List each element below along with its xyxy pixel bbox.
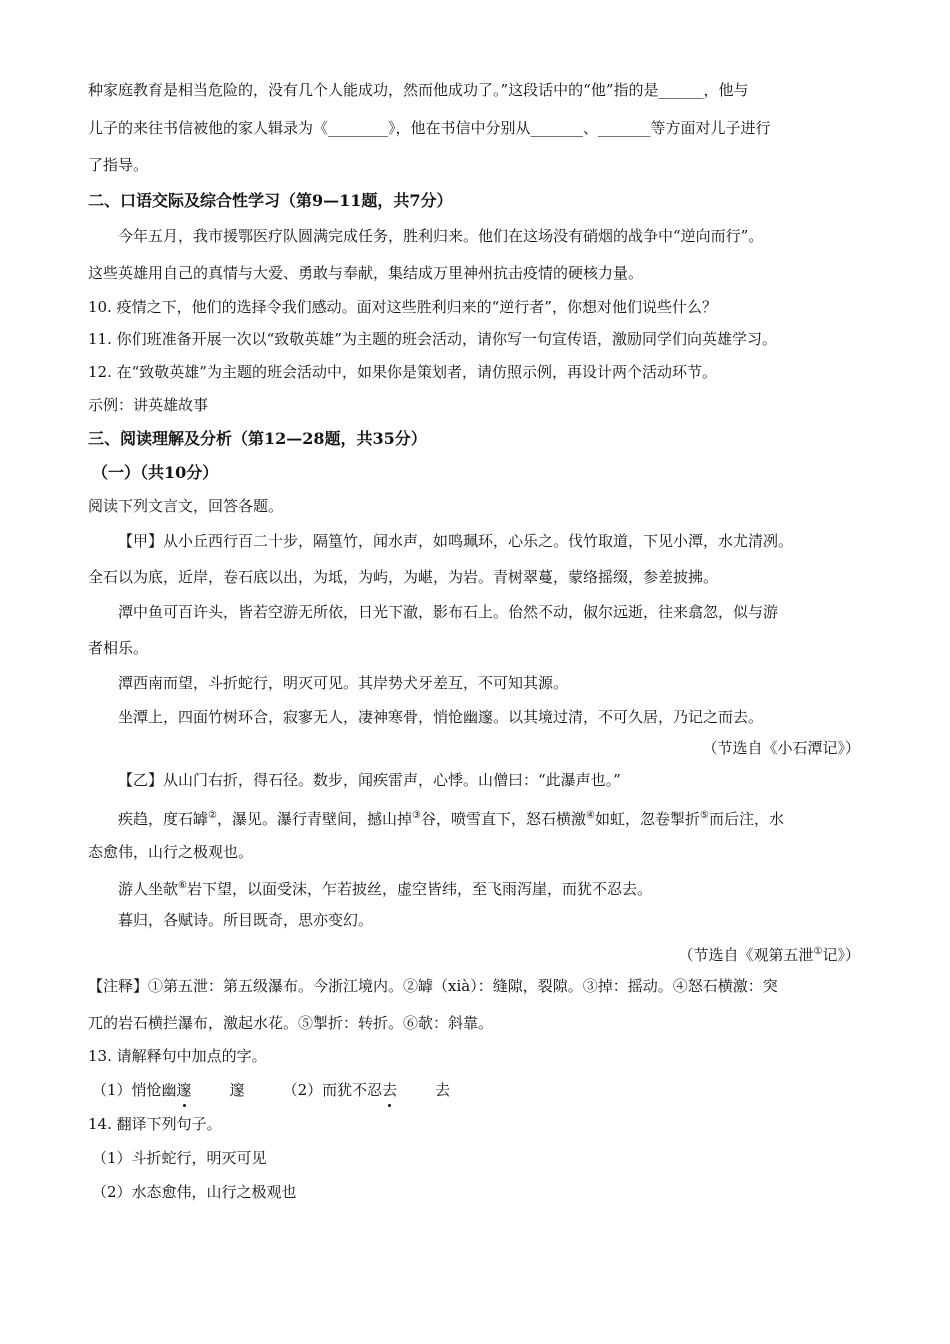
- passage-b-line-4: 游人坐欹⑥岩下望，以面受沫，乍若披丝，虚空皆纬，至飞雨泻崖，而犹不忍去。: [118, 880, 652, 898]
- question-14-item-1: （1）斗折蛇行，明灭可见: [92, 1149, 267, 1167]
- source-b: （节选自《观第五泄①记》）: [678, 946, 860, 964]
- passage-a-line-2: 全石以为底，近岸，卷石底以出，为坻，为屿，为嵁，为岩。青树翠蔓，蒙络摇缀，参差披拂。: [88, 568, 719, 586]
- source-a: （节选自《小石潭记》）: [702, 739, 860, 757]
- annotation-line-2: 兀的岩石横拦瀑布，激起水花。⑤掣折：转折。⑥欹：斜靠。: [88, 1014, 494, 1032]
- footnote-mark: ①: [813, 946, 823, 957]
- passage-b-line-1: 【乙】从山门右折，得石径。数步，闻疾雷声，心悸。山僧曰：“此瀑声也。”: [118, 771, 621, 789]
- passage-a-line-6: 坐潭上，四面竹树环合，寂寥无人，凄神寒骨，悄怆幽邃。以其境过清，不可久居，乃记之而去。: [118, 708, 764, 726]
- section-3-heading: 三、阅读理解及分析（第12—28题，共35分）: [88, 429, 427, 448]
- passage-b-line-2: 疾趋，度石罅②，瀑见。瀑行青壁间，撼山掉③谷，喷雪直下，怒石横激④如虹，忽卷掣折⑤而后注，水: [118, 810, 784, 828]
- context-paragraph-line-2: 这些英雄用自己的真情与大爱、勇敢与奉献，集结成万里神州抗击疫情的硬核力量。: [88, 264, 644, 282]
- question-10: 10. 疫情之下，他们的选择令我们感动。面对这些胜利归来的“逆行者”，你想对他们说些什么？: [88, 298, 717, 316]
- section-2-heading: 二、口语交际及综合性学习（第9—11题，共7分）: [88, 191, 453, 210]
- annotation-line-1: 【注释】①第五泄：第五级瀑布。今浙江境内。②罅（xià）：缝隙，裂隙。③掉：摇动。④怒石横激：突: [88, 977, 778, 995]
- dotted-character: 去: [382, 1081, 398, 1099]
- footnote-mark: ③: [412, 810, 421, 821]
- example-text: 示例：讲英雄故事: [88, 396, 209, 414]
- footnote-mark: ⑤: [699, 810, 709, 821]
- reading-instruction: 阅读下列文言文，回答各题。: [88, 497, 284, 515]
- footnote-mark: ④: [585, 810, 595, 821]
- footnote-mark: ⑥: [178, 880, 187, 891]
- question-13: 13. 请解释句中加点的字。: [88, 1047, 267, 1065]
- target-word: 去: [435, 1081, 451, 1099]
- question-11: 11. 你们班准备开展一次以“致敬英雄”为主题的班会活动，请你写一句宣传语，激励同学们向英雄学习。: [88, 330, 777, 348]
- question-14: 14. 翻译下列句子。: [88, 1115, 222, 1133]
- target-word: 邃: [229, 1081, 245, 1099]
- passage-b-line-5: 暮归，各赋诗。所目既奇，思亦变幻。: [118, 911, 374, 929]
- q9-line-3: 了指导。: [88, 156, 149, 174]
- passage-b-line-3: 态愈伟，山行之极观也。: [88, 843, 254, 861]
- q9-line-2: 儿子的来往书信被他的家人辑录为《________》，他在书信中分别从_______、_______等方面对儿子进行: [88, 119, 771, 137]
- dotted-character: 邃: [176, 1081, 192, 1099]
- question-12: 12. 在“致敬英雄”为主题的班会活动中，如果你是策划者，请仿照示例，再设计两个活动环节。: [88, 363, 717, 381]
- passage-a-line-1: 【甲】从小丘西行百二十步，隔篁竹，闻水声，如鸣珮环，心乐之。伐竹取道，下见小潭，水尤清冽。: [118, 532, 794, 550]
- footnote-mark: ②: [208, 810, 217, 821]
- context-paragraph-line-1: 今年五月，我市援鄂医疗队圆满完成任务，胜利归来。他们在这场没有硝烟的战争中“逆向而行”。: [118, 227, 764, 245]
- q9-line-1: 种家庭教育是相当危险的，没有几个人能成功，然而他成功了。”这段话中的“他”指的是______，他与: [88, 81, 749, 99]
- question-14-item-2: （2）水态愈伟，山行之极观也: [92, 1183, 297, 1201]
- passage-a-line-4: 者相乐。: [88, 639, 149, 657]
- passage-a-line-3: 潭中鱼可百许头，皆若空游无所依，日光下澈，影布石上。佁然不动，俶尔远逝，往来翕忽，似与游: [118, 603, 779, 621]
- part-1-heading: （一）（共10分）: [92, 463, 219, 482]
- passage-a-line-5: 潭西南而望，斗折蛇行，明灭可见。其岸势犬牙差互，不可知其源。: [118, 674, 569, 692]
- question-13-item-1: （1）悄怆幽邃 邃 （2）而犹不忍去 去: [92, 1081, 451, 1099]
